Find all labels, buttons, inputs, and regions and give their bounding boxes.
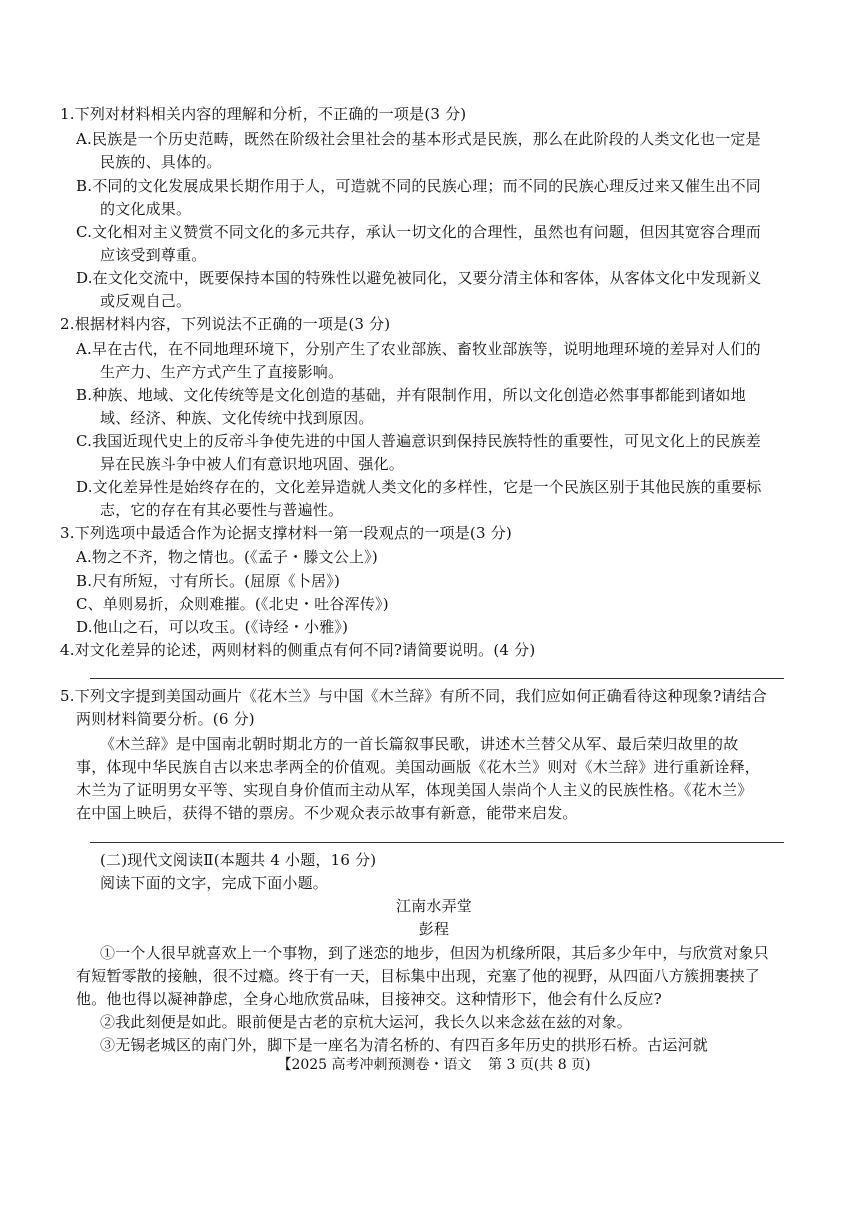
q5-passage-line-4: 在中国上映后，获得不错的票房。不少观众表示故事有新意，能带来启发。 [76,804,578,822]
page-footer [0,1054,868,1074]
q2-option-d-cont: 志，它的存在有其必要性与普遍性。 [100,501,344,519]
section-heading: (二)现代文阅读Ⅱ(本题共 4 小题，16 分) [100,851,377,869]
q1-option-a-cont: 民族的、具体的。 [100,153,222,171]
q1-option-c: C.文化相对主义赞赏不同文化的多元共存，承认一切文化的合理性，虽然也有问题，但因其宽容合理而 [76,223,761,241]
q5-stem-cont: 两则材料简要分析。(6 分) [76,710,255,728]
q5-passage-line-1: 《木兰辞》是中国南北朝时期北方的一首长篇叙事民歌，讲述木兰替父从军、最后荣归故里的故 [100,735,739,753]
q4-stem: 4.对文化差异的论述，两则材料的侧重点有何不同?请简要说明。(4 分) [60,641,536,659]
q2-option-c-cont: 异在民族斗争中被人们有意识地巩固、强化。 [100,455,405,473]
q1-option-a: A.民族是一个历史范畴，既然在阶级社会里社会的基本形式是民族，那么在此阶段的人类文化也一定是 [76,130,761,148]
q2-option-a-cont: 生产力、生产方式产生了直接影响。 [100,363,344,381]
q4-answer-line[interactable] [90,678,784,679]
q1-stem: 1.下列对材料相关内容的理解和分析，不正确的一项是(3 分) [60,105,467,123]
passage-author: 彭程 [418,920,450,938]
q1-option-b: B.不同的文化发展成果长期作用于人，可造就不同的民族心理；而不同的民族心理反过来又催生出不同 [76,177,761,195]
q3-option-d: D.他山之石，可以攻玉。(《诗经・小雅》) [76,618,349,636]
q1-option-d: D.在文化交流中，既要保持本国的特殊性以避免被同化，又要分清主体和客体，从客体文化中发现新义 [76,269,762,287]
passage-p1-line-1: ①一个人很早就喜欢上一个事物，到了迷恋的地步，但因为机缘所限，其后多少年中，与欣赏对象只 [100,944,769,962]
passage-p1-line-2: 有短暂零散的接触，很不过瘾。终于有一天，目标集中出现，充塞了他的视野，从四面八方簇拥裹挟了 [76,967,761,985]
q2-option-c: C.我国近现代史上的反帝斗争使先进的中国人普遍意识到保持民族特性的重要性，可见文化上的民族差 [76,432,761,450]
passage-p2: ②我此刻便是如此。眼前便是古老的京杭大运河，我长久以来念兹在兹的对象。 [100,1013,633,1031]
q2-option-b: B.种族、地域、文化传统等是文化创造的基础，并有限制作用，所以文化创造必然事事都能到诸如地 [76,386,746,404]
q5-stem: 5.下列文字提到美国动画片《花木兰》与中国《木兰辞》有所不同，我们应如何正确看待这种现象?请结合 [60,687,767,705]
q3-option-a: A.物之不齐，物之情也。(《孟子・滕文公上》) [76,548,378,566]
q1-option-c-cont: 应该受到尊重。 [100,246,207,264]
q5-answer-line[interactable] [90,842,784,843]
q2-option-d: D.文化差异性是始终存在的，文化差异造就人类文化的多样性，它是一个民族区别于其他民族的重要标 [76,478,762,496]
q5-passage-line-3: 木兰为了证明男女平等、实现自身价值而主动从军，体现美国人崇尚个人主义的民族性格。《花木兰》 [76,781,753,799]
q2-option-a: A.早在古代，在不同地理环境下，分别产生了农业部族、畜牧业部族等，说明地理环境的差异对人们的 [76,340,761,358]
footer-series: 【2025 高考冲刺预测卷・语文 [277,1057,472,1073]
q2-option-b-cont: 域、经济、种族、文化传统中找到原因。 [100,409,374,427]
q2-stem: 2.根据材料内容，下列说法不正确的一项是(3 分) [60,315,391,333]
passage-title: 江南水弄堂 [395,897,472,915]
footer-page-number: 第 3 页(共 8 页) [488,1057,591,1073]
passage-p1-line-3: 他。他也得以凝神静虑，全身心地欣赏品味，目接神交。这种情形下，他会有什么反应? [76,990,662,1008]
q1-option-b-cont: 的文化成果。 [100,200,192,218]
passage-p3: ③无锡老城区的南门外，脚下是一座名为清名桥的、有四百多年历史的拱形石桥。古运河就 [100,1036,709,1054]
q3-stem: 3.下列选项中最适合作为论据支撑材料一第一段观点的一项是(3 分) [60,524,512,542]
section-instruction: 阅读下面的文字，完成下面小题。 [100,874,329,892]
q1-option-d-cont: 或反观自己。 [100,292,192,310]
q3-option-b: B.尺有所短，寸有所长。(屈原《卜居》) [76,572,340,590]
q3-option-c: C、单则易折，众则难摧。(《北史・吐谷浑传》) [76,595,389,613]
q5-passage-line-2: 事，体现中华民族自古以来忠孝两全的价值观。美国动画版《花木兰》则对《木兰辞》进行重新诠释， [76,758,761,776]
